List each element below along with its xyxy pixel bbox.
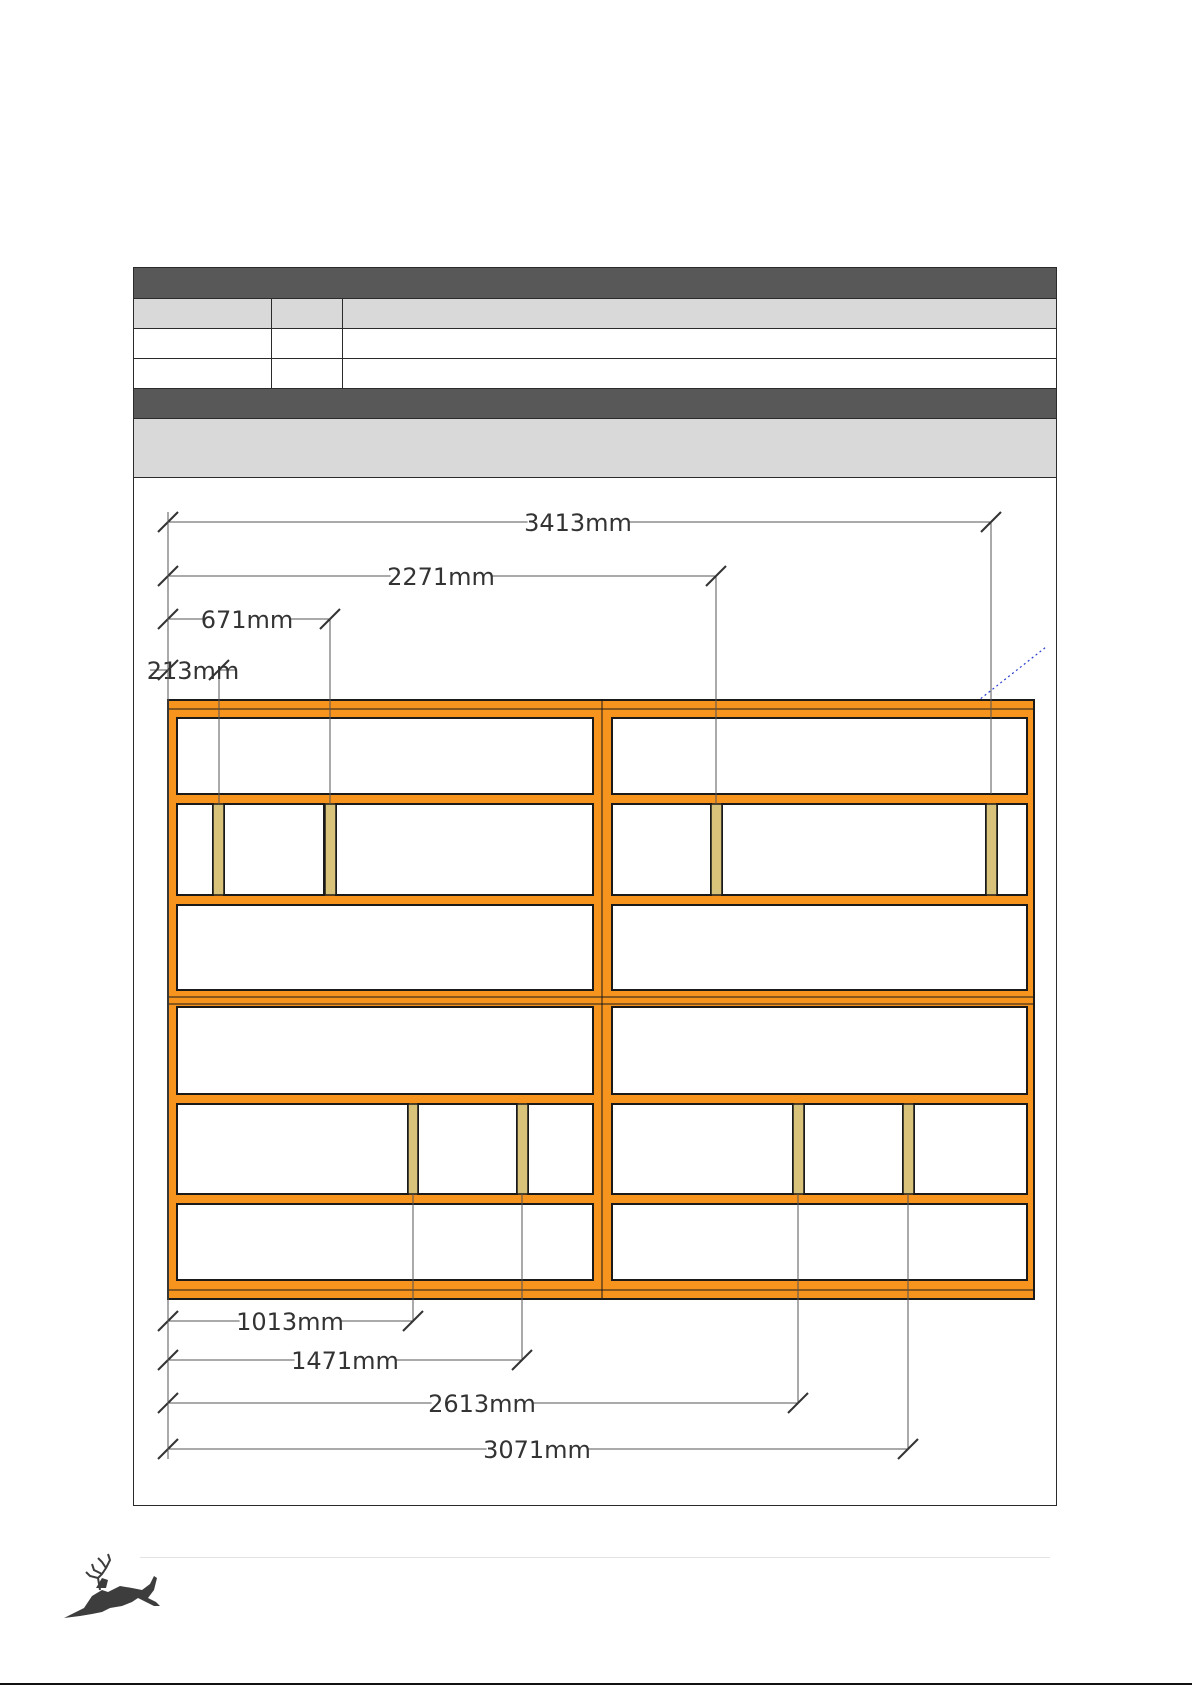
frame-opening: [528, 1104, 593, 1194]
frame-opening: [612, 1104, 793, 1194]
frame-opening: [722, 804, 986, 895]
frame-opening: [997, 804, 1027, 895]
frame-opening: [336, 804, 593, 895]
frame-opening: [177, 1007, 593, 1094]
dimension-label: 213mm: [146, 657, 240, 685]
wall-frame: [168, 700, 1034, 1299]
dimension-label: 2613mm: [428, 1390, 536, 1418]
frame-opening: [177, 1204, 593, 1280]
frame-opening: [177, 804, 213, 895]
stud: [903, 1104, 914, 1194]
dimension-label: 671mm: [200, 606, 294, 634]
stud: [986, 804, 997, 895]
stud: [325, 804, 336, 895]
dimension-label: 3071mm: [483, 1436, 591, 1464]
dimension-label: 2271mm: [387, 563, 495, 591]
stud: [793, 1104, 804, 1194]
frame-opening: [177, 905, 593, 990]
dimension-label: 1013mm: [236, 1308, 344, 1336]
dimension-label: 3413mm: [524, 509, 632, 537]
frame-opening: [177, 1104, 408, 1194]
frame-opening: [612, 1007, 1027, 1094]
frame-opening: [612, 905, 1027, 990]
frame-opening: [224, 804, 324, 895]
frame-opening: [804, 1104, 903, 1194]
dimension-label: 1471mm: [291, 1347, 399, 1375]
leaping-deer-icon: [62, 1548, 162, 1620]
frame-opening: [418, 1104, 517, 1194]
frame-opening: [612, 718, 1027, 794]
frame-opening: [177, 718, 593, 794]
stud: [517, 1104, 528, 1194]
stud: [711, 804, 722, 895]
frame-opening: [914, 1104, 1027, 1194]
footer-divider: [140, 1557, 1050, 1558]
stud: [408, 1104, 418, 1194]
stud: [213, 804, 224, 895]
frame-opening: [612, 1204, 1027, 1280]
frame-opening: [612, 804, 711, 895]
